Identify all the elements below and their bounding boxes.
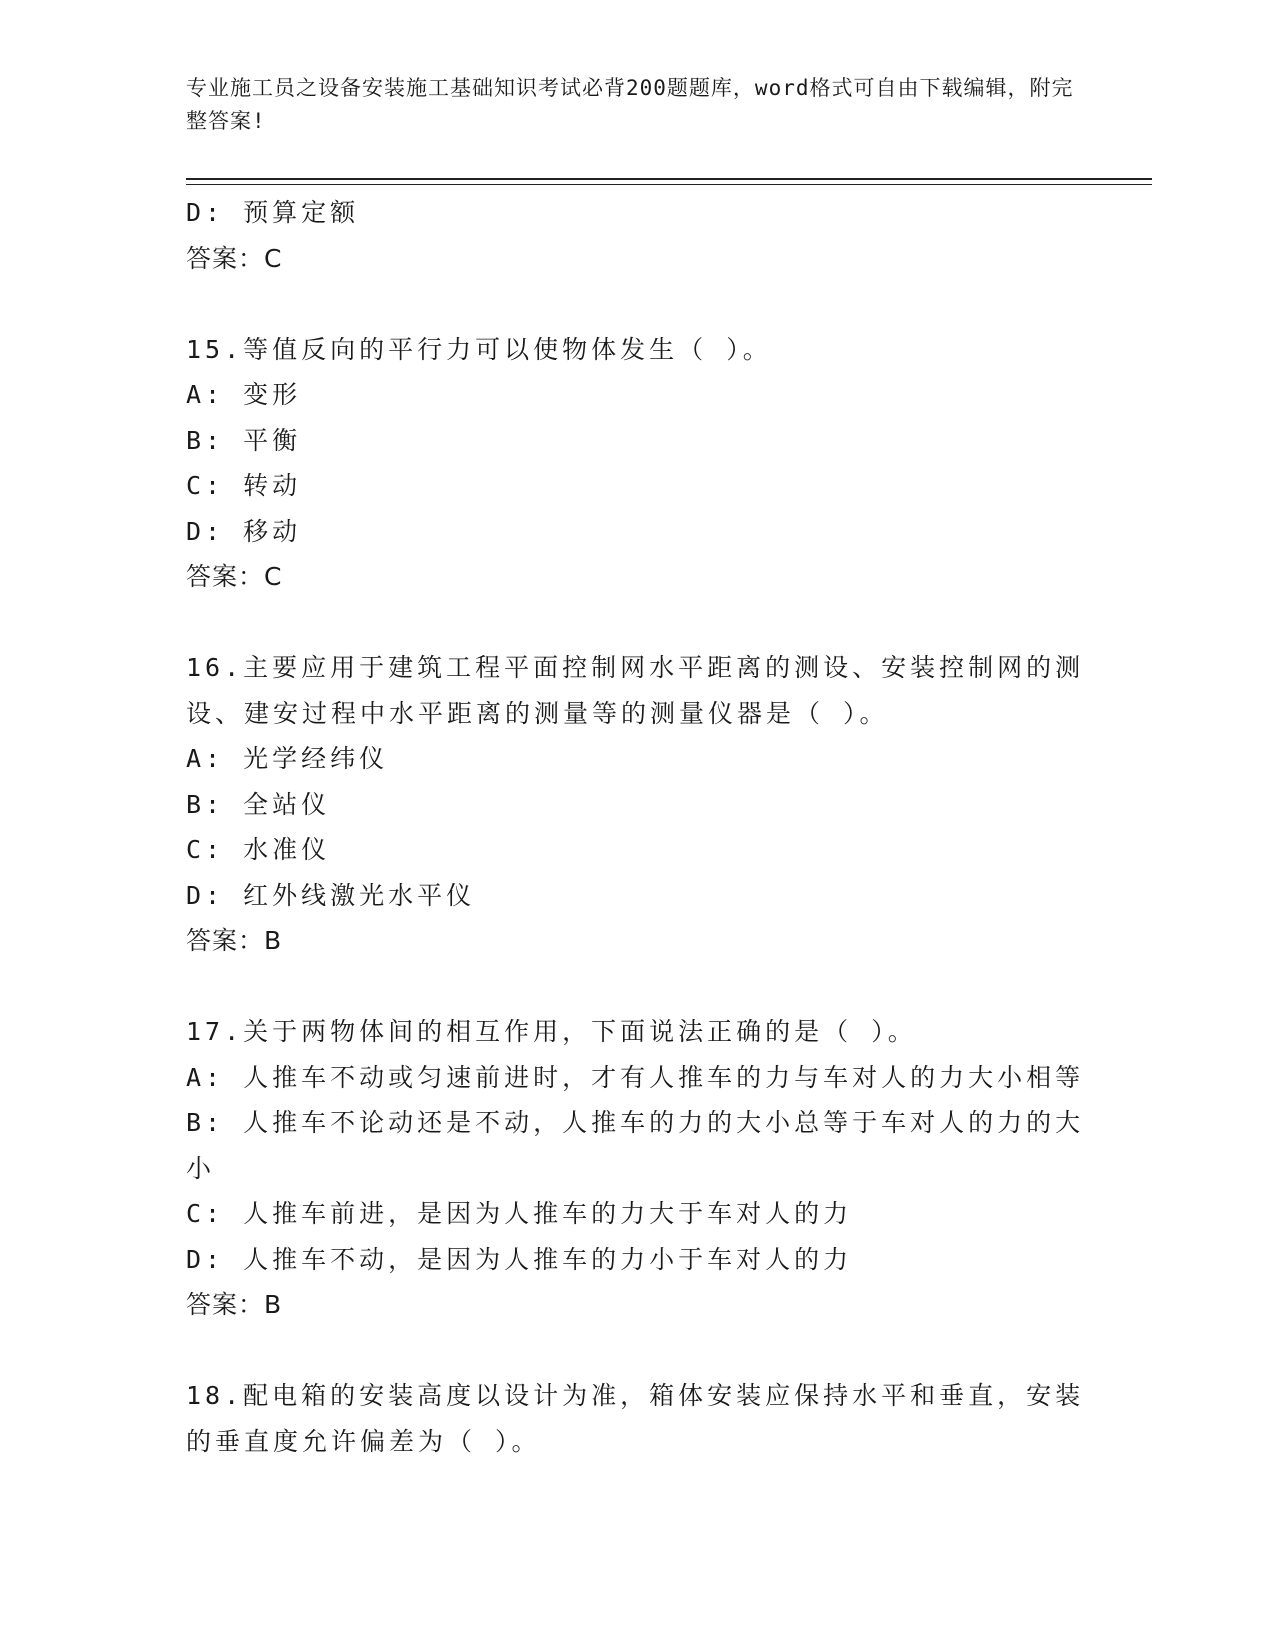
q15-option-c: C: 转动 (186, 471, 302, 500)
q14-option-d: D: 预算定额 (186, 198, 360, 227)
q16-option-d: D: 红外线激光水平仪 (186, 880, 476, 910)
q18-stem-line2: 的垂直度允许偏差为（ ）。 (186, 1426, 541, 1456)
spacer (186, 1328, 1086, 1374)
q17-stem: 17.关于两物体间的相互作用，下面说法正确的是（ ）。 (186, 1017, 917, 1046)
q16-answer: 答案：B (186, 926, 283, 955)
q15-option-a: A: 变形 (186, 380, 302, 409)
q17-option-b-line1: B: 人推车不论动还是不动，人推车的力的大小总等于车对人的力的大 (186, 1108, 1085, 1137)
q15-stem: 15.等值反向的平行力可以使物体发生（ ）。 (186, 334, 772, 364)
q15-option-d: D: 移动 (186, 516, 302, 546)
q16-option-b: B: 全站仪 (186, 789, 331, 819)
question-list (186, 190, 1086, 1464)
page-header (186, 72, 1086, 138)
spacer (186, 600, 1086, 646)
header-divider-thick (186, 178, 1152, 180)
spacer (186, 964, 1086, 1010)
q14-answer: 答案：C (186, 243, 283, 273)
header-title: 专业施工员之设备安装施工基础知识考试必背200题题库，word格式可自由下载编辑，附完整答案! (186, 76, 1074, 133)
q15-option-b: B: 平衡 (186, 425, 302, 455)
q17-option-d: D: 人推车不动，是因为人推车的力小于车对人的力 (186, 1244, 853, 1274)
q15-answer: 答案：C (186, 562, 283, 591)
q16-option-c: C: 水准仪 (186, 835, 331, 864)
q17-option-b-line2: 小 (186, 1153, 216, 1183)
q17-answer: 答案：B (186, 1290, 283, 1319)
q18-stem-line1: 18.配电箱的安装高度以设计为准，箱体安装应保持水平和垂直，安装 (186, 1381, 1085, 1410)
q17-option-a: A: 人推车不动或匀速前进时，才有人推车的力与车对人的力大小相等 (186, 1062, 1085, 1092)
q17-option-c: C: 人推车前进，是因为人推车的力大于车对人的力 (186, 1199, 853, 1228)
q16-option-a: A: 光学经纬仪 (186, 744, 389, 773)
header-divider-thin (186, 184, 1152, 185)
q16-stem-line1: 16.主要应用于建筑工程平面控制网水平距离的测设、安装控制网的测 (186, 653, 1085, 682)
spacer (186, 281, 1086, 327)
q16-stem-line2: 设、建安过程中水平距离的测量等的测量仪器是（ ）。 (186, 698, 889, 728)
